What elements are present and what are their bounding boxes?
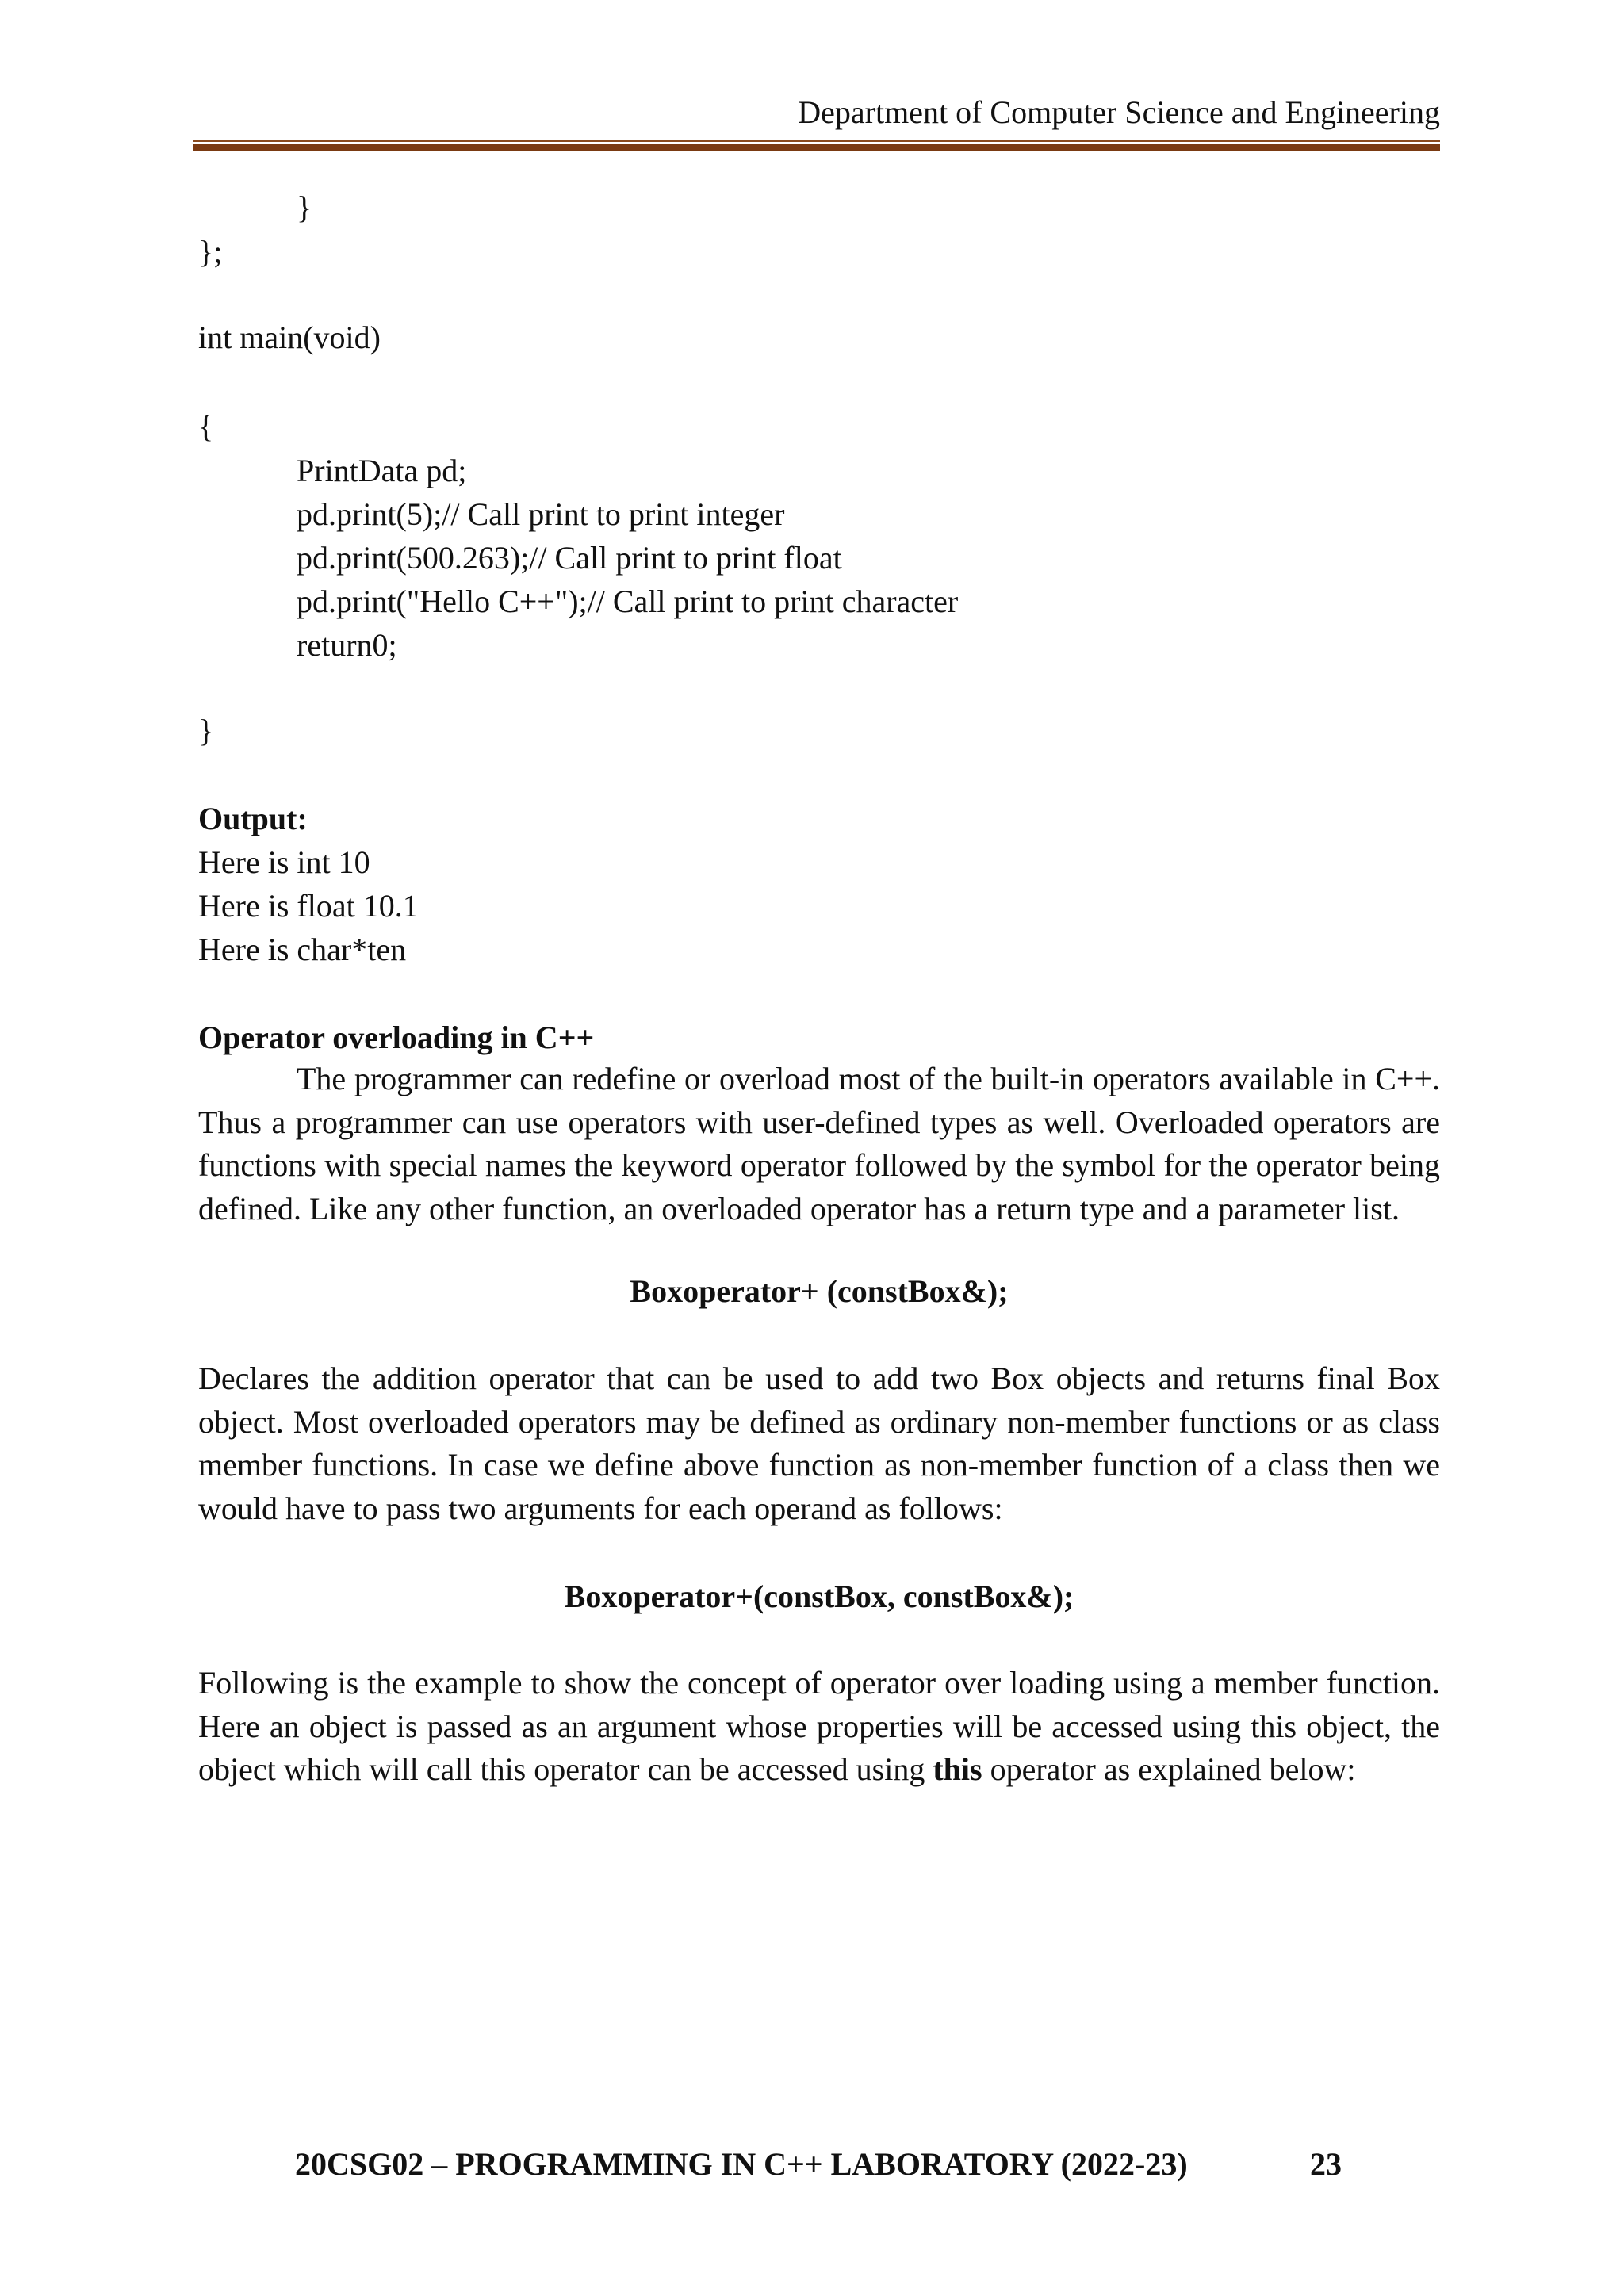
- code-line: }: [198, 713, 214, 748]
- code-line: pd.print(500.263);// Call print to print float: [297, 540, 842, 576]
- code-line: return0;: [297, 627, 397, 663]
- operator-declaration-nonmember: Boxoperator+(constBox, constBox&);: [564, 1578, 1074, 1614]
- example-text-start: Following is the example to show the concept of operator over loading using a member function. Here an object is passed as an argument whose properties will be accessed using this object, the object which will call this operator can be accessed using: [198, 1665, 1440, 1788]
- intro-paragraph: [198, 1058, 1440, 1230]
- addition-operator-paragraph: Declares the addition operator that can be used to add two Box objects and returns final Box object. Most overloaded operators may be defined as ordinary non-member functions or as class member functions. In case we define above function as non-member function of a class then we would have to pass two arguments for each operand as follows:: [198, 1360, 1440, 1526]
- code-line: pd.print("Hello C++");// Call print to print character: [297, 584, 959, 619]
- output-line: Here is float 10.1: [198, 888, 419, 924]
- this-keyword: this: [933, 1751, 982, 1788]
- course-title: 20CSG02 – PROGRAMMING IN C++ LABORATORY (2022-23): [295, 2146, 1188, 2182]
- code-line: }: [297, 189, 312, 225]
- output-line: Here is int 10: [198, 844, 370, 880]
- department-title: Department of Computer Science and Engineering: [798, 94, 1440, 130]
- output-line: Here is char*ten: [198, 932, 407, 967]
- example-text-end: operator as explained below:: [982, 1751, 1356, 1788]
- code-line: pd.print(5);// Call print to print integer: [297, 496, 785, 532]
- section-heading: Operator overloading in C++: [198, 1020, 595, 1055]
- page-number: 23: [1310, 2146, 1342, 2182]
- intro-paragraph-text: The programmer can redefine or overload most of the built-in operators available in C++. Thus a programmer can use operators with user-defined types as well. Overloaded operators are functions with special names the keyword operator followed by the symbol for the operator being defined. Like any other function, an overloaded operator has a return type and a parameter list.: [198, 1061, 1440, 1226]
- code-line: {: [198, 408, 214, 444]
- output-heading: Output:: [198, 801, 308, 836]
- example-paragraph: [198, 1662, 1440, 1792]
- code-line: };: [198, 234, 223, 270]
- code-line: PrintData pd;: [297, 453, 467, 488]
- operator-declaration: Boxoperator+ (constBox&);: [630, 1273, 1009, 1309]
- header-rule: [193, 140, 1440, 151]
- code-line: int main(void): [198, 320, 381, 355]
